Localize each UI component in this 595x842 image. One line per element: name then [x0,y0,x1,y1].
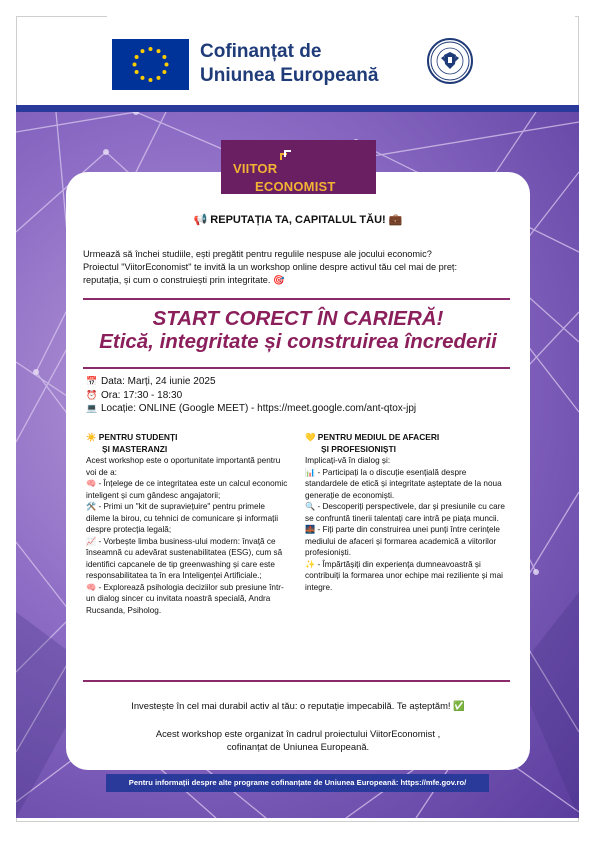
list-item: 🌉 - Fiți parte din construirea unei punți între cerințele mediului de afaceri și formarea academică a viitorilor profesioniști. [305,525,500,557]
cofinanced-line1: Cofinanțat de [200,41,322,62]
event-details [86,375,516,416]
students-intro: Acest workshop este o oportunitate importantă pentru voi de a: [86,456,281,477]
students-section [86,432,291,616]
business-heading-line1: PENTRU MEDIUL DE AFACERI [317,432,440,442]
sun-icon: ☀️ [86,432,97,442]
header [107,0,575,108]
list-item: 🔍 - Descoperiți perspectivele, dar și presiunile cu care se confruntă tinerii talentați care intră pe piața muncii. [305,502,505,523]
info-bar-link[interactable]: Pentru informații despre alte programe cofinanțate de Uniunea Europeană: https://mfe.gov.ro/ [106,774,489,792]
romanian-government-seal-icon [427,38,473,84]
logo-text-viitor: VIITOR [233,161,278,176]
intro-line: reputația, și cum o construiești prin integritate. 🎯 [83,275,285,285]
viitor-economist-logo [221,140,376,194]
divider [83,298,510,300]
eu-flag-icon [112,39,189,90]
location-row [86,402,516,416]
main-title-line2: Etică, integritate și construirea încrederii [99,330,497,353]
header-divider [16,105,579,112]
intro-line: Urmează să închei studiile, ești pregătit pentru regulile nespuse ale jocului economic? [83,249,432,259]
list-item: 🧠 - Explorează psihologia deciziilor sub presiune într-un dialog sincer cu invitata noastră specială, Andra Rucsanda, Psiholog. [86,582,284,615]
intro-paragraph [83,248,515,287]
organizer-line2: cofinanțat de Uniunea Europeană. [226,741,370,752]
divider [83,680,510,682]
event-location-link[interactable]: Locație: ONLINE (Google MEET) - https://meet.google.com/ant-qtox-jpj [101,403,417,414]
business-section [305,432,510,593]
closing-message: Investește în cel mai durabil activ al tău: o reputație impecabilă. Te așteptăm! ✅ [131,700,465,711]
event-date: Data: Marți, 24 iunie 2025 [101,376,216,387]
students-heading-line2: ȘI MASTERANZI [102,443,168,454]
logo-arrow-icon [279,150,293,162]
students-heading-line1: PENTRU STUDENȚI [98,432,178,442]
calendar-icon: 📅 [86,376,98,386]
list-item: 📊 - Participați la o discuție esențială despre standardele de etică și integritate așteptate de la noua generație de economiști. [305,467,502,500]
business-intro: Implicați-vă în dialog și: [305,456,391,465]
yellow-heart-icon: 💛 [305,432,316,442]
cofinanced-title [200,40,378,88]
list-item: ✨ - Împărtășiți din experiența dumneavoastră și contribuiți la formarea unor echipe mai reziliente și mai integre. [305,559,503,592]
alarm-clock-icon: ⏰ [86,389,98,400]
tagline: 📢 REPUTAȚIA TA, CAPITALUL TĂU! 💼 [193,214,403,226]
students-heading [86,432,291,455]
list-item: 🧠 - Înțelege de ce integritatea este un calcul economic inteligent și cum gândesc angajatorii; [86,479,288,500]
main-title-line1: START CORECT ÎN CARIERĂ! [152,307,444,330]
laptop-icon: 💻 [86,403,98,413]
logo-text-economist: ECONOMIST [255,179,336,194]
business-heading-line2: ȘI PROFESIONIȘTI [321,443,396,454]
list-item: 🛠️ - Primi un "kit de supraviețuire" pentru primele dileme la birou, cu tehnici de comunicare și informații despre protecția legală; [86,502,279,534]
list-item: 📈 - Vorbește limba business-ului modern: învață ce înseamnă cu adevărat sustenabilitatea (ESG), cum să identifici capcanele de tip greenwashing și care este responsabilitatea ta în era Inteligenței Artificiale.; [86,536,283,580]
date-row [86,375,516,389]
organizer-line1: Acest workshop este organizat în cadrul proiectului ViitorEconomist , [155,728,441,739]
business-heading [305,432,510,455]
main-title [66,307,530,353]
time-row [86,389,516,403]
divider [83,367,510,369]
intro-line: Proiectul "ViitorEconomist" te invită la un workshop online despre activul tău cel mai de preț: [83,262,458,272]
organizer-note [66,727,530,753]
event-time: Ora: 17:30 - 18:30 [101,389,183,401]
cofinanced-line2: Uniunea Europeană [200,65,379,86]
